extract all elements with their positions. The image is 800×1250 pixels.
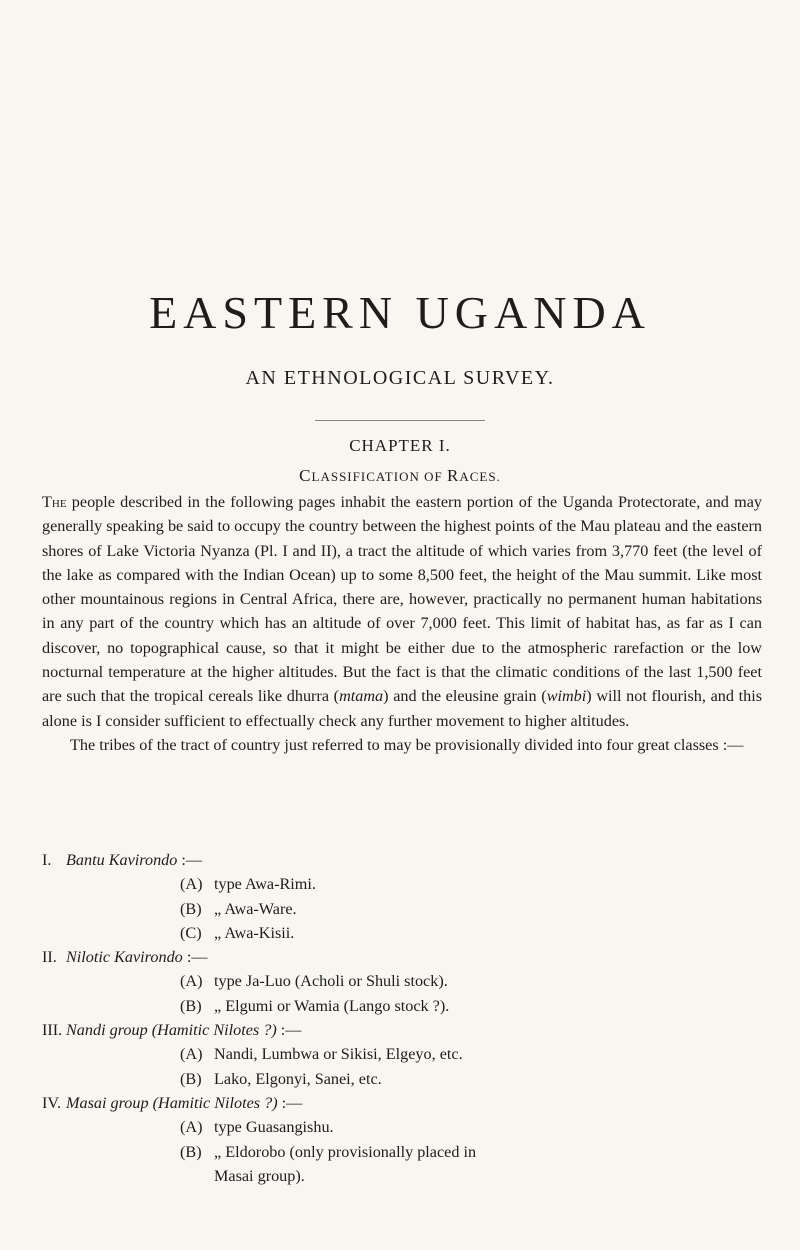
class-item xyxy=(42,945,762,1018)
subtype-text: „ Awa-Kisii. xyxy=(214,923,295,942)
subtype-text: „ Awa-Ware. xyxy=(214,899,297,918)
subtype-item xyxy=(42,1042,762,1066)
subtype-letter: (A) xyxy=(180,875,203,894)
paragraph-1 xyxy=(42,490,762,733)
class-numeral: III. xyxy=(42,1021,63,1040)
chapter-heading: CHAPTER I. xyxy=(349,436,451,455)
subtype-text: Lako, Elgonyi, Sanei, etc. xyxy=(214,1069,382,1088)
subtype-letter: (A) xyxy=(180,1045,203,1064)
class-item xyxy=(42,848,762,945)
section-rest-2: ACES. xyxy=(459,469,501,484)
subtype-item xyxy=(42,969,762,993)
class-numeral: II. xyxy=(42,948,57,967)
class-item xyxy=(42,1091,762,1188)
class-heading xyxy=(42,945,762,969)
term-wimbi: wimbi xyxy=(546,687,587,706)
page-title: EASTERN UGANDA xyxy=(149,287,651,338)
class-name: Nilotic Kavirondo xyxy=(66,948,183,967)
class-name: Nandi group (Hamitic Nilotes ?) xyxy=(66,1021,277,1040)
paragraph-2: The tribes of the tract of country just referred to may be provisionally divided into four great classes :— xyxy=(70,735,744,754)
section-cap-2: R xyxy=(446,466,460,485)
paragraph-1-lead: The xyxy=(42,493,67,511)
subtype-letter: (B) xyxy=(180,899,202,918)
class-suffix: :— xyxy=(182,948,208,967)
subtype-item xyxy=(42,1067,762,1091)
subtype-item xyxy=(42,872,762,896)
subtype-letter: (B) xyxy=(180,1142,202,1161)
subtype-item xyxy=(42,921,762,945)
section-heading xyxy=(0,467,800,484)
section-cap-1: C xyxy=(299,466,312,485)
subtype-text: type Guasangishu. xyxy=(214,1118,334,1137)
class-item xyxy=(42,1018,762,1091)
class-numeral: I. xyxy=(42,851,52,869)
subtype-text: Nandi, Lumbwa or Sikisi, Elgeyo, etc. xyxy=(214,1045,463,1064)
class-heading xyxy=(42,848,762,872)
subtype-letter: (A) xyxy=(180,972,203,991)
subtype-letter: (C) xyxy=(180,923,202,942)
subtype-continuation: Masai group). xyxy=(214,1166,305,1185)
term-mtama: mtama xyxy=(339,687,384,706)
subtype-text: „ Elgumi or Wamia (Lango stock ?). xyxy=(214,996,450,1015)
paragraph-1-end: ) will not flourish, and this alone is I consider sufficient to effectually check any further movement to higher altitudes. xyxy=(42,687,762,730)
page-subtitle: AN ETHNOLOGICAL SURVEY. xyxy=(245,367,555,389)
class-heading xyxy=(42,1091,762,1115)
class-suffix: :— xyxy=(276,1021,302,1040)
subtype-item xyxy=(42,1115,762,1139)
classification-list xyxy=(42,848,762,1188)
subtype-letter: (A) xyxy=(180,1118,203,1137)
subtype-item xyxy=(42,994,762,1018)
title-divider xyxy=(315,420,485,421)
subtype-letter: (B) xyxy=(180,1069,202,1088)
paragraph-1-mid: ) and the eleusine grain ( xyxy=(383,687,547,706)
class-name: Masai group (Hamitic Nilotes ?) xyxy=(66,1093,278,1112)
subtype-text: type Awa-Rimi. xyxy=(214,875,316,894)
class-name: Bantu Kavirondo xyxy=(66,851,178,869)
class-suffix: :— xyxy=(277,1093,303,1112)
subtype-item xyxy=(42,897,762,921)
paragraph-1-text: people described in the following pages inhabit the eastern portion of the Uganda Protectorate, and may generally speaking be said to occupy the country between the highest points of the Mau plateau and the eastern shores of Lake Victoria Nyanza (Pl. I and II), a tract the altitude of which varies from 3,770 feet (the level of the lake as compared with the Indian Ocean) up to some 8,500 feet, the height of the Mau summit. Like most other mountainous regions in Central Africa, there are, however, practically no permanent human habitations in any part of the country which has an altitude of over 7,000 feet. This limit of habitat has, as far as I can discover, no topographical cause, so that it might be either due to the atmospheric rarefaction or the low nocturnal temperature at the higher altitudes. But the fact is that the climatic conditions of the last 1,500 feet are such that the tropical cereals like dhurra ( xyxy=(42,493,762,706)
subtype-text: type Ja-Luo (Acholi or Shuli stock). xyxy=(214,972,448,991)
section-rest-1: LASSIFICATION OF xyxy=(311,469,447,484)
subtype-item xyxy=(42,1140,762,1164)
body-text xyxy=(42,490,762,757)
class-suffix: :— xyxy=(177,851,203,869)
subtype-letter: (B) xyxy=(180,996,202,1015)
subtype-text: „ Eldorobo (only provisionally placed in xyxy=(214,1142,477,1161)
class-heading xyxy=(42,1018,762,1042)
class-numeral: IV. xyxy=(42,1093,62,1112)
